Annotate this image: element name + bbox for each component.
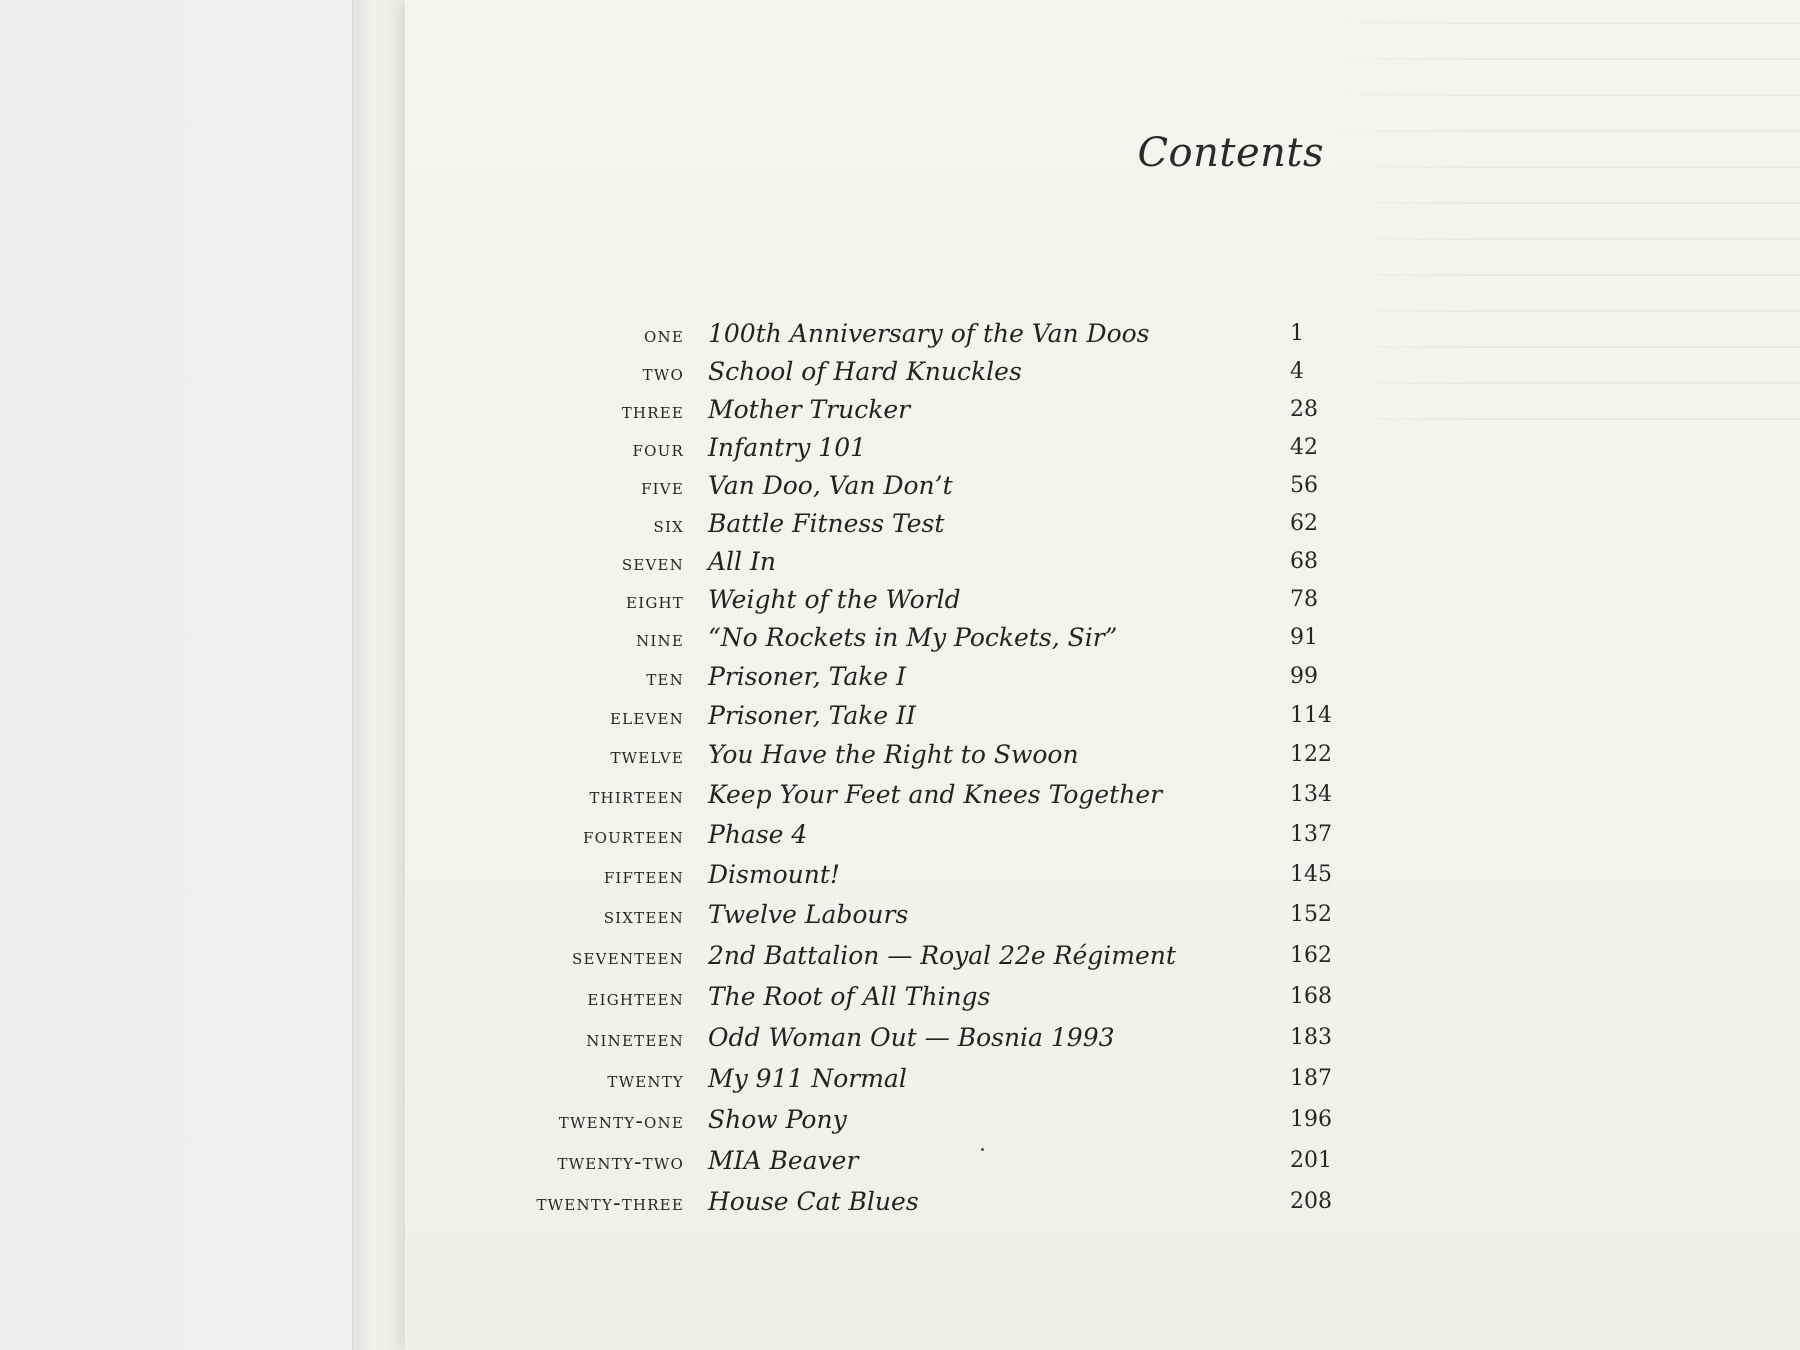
page-number: 122 [1290,742,1332,767]
chapter-number: one [644,323,684,348]
page-number: 1 [1290,321,1304,346]
page-number: 201 [1290,1148,1332,1173]
chapter-number: twenty-two [557,1150,684,1175]
chapter-number: three [621,399,684,424]
contents-heading: Contents [1137,130,1324,176]
page-number: 134 [1290,782,1332,807]
chapter-title: Battle Fitness Test [708,509,945,538]
chapter-number: four [632,437,684,462]
chapter-title: School of Hard Knuckles [708,357,1022,386]
chapter-title: Odd Woman Out — Bosnia 1993 [708,1023,1115,1052]
chapter-title: Keep Your Feet and Knees Together [708,780,1163,809]
toc-entry [0,813,1800,849]
chapter-title: Show Pony [708,1105,847,1134]
chapter-number: thirteen [589,784,684,809]
toc-entry [0,934,1800,970]
chapter-title: You Have the Right to Swoon [708,740,1079,769]
toc-entry [0,350,1800,386]
toc-entry [0,773,1800,809]
page-number: 168 [1290,984,1332,1009]
chapter-title: Twelve Labours [708,900,909,929]
chapter-number: fifteen [603,864,684,889]
toc-entry [0,502,1800,538]
chapter-number: ten [646,666,684,691]
chapter-title: Van Doo, Van Don’t [708,471,953,500]
page-number: 196 [1290,1107,1332,1132]
page-number: 162 [1290,943,1332,968]
chapter-title: All In [708,547,776,576]
chapter-title: House Cat Blues [708,1187,919,1216]
chapter-number: fourteen [582,824,684,849]
toc-entry [0,578,1800,614]
toc-entry [0,893,1800,929]
chapter-number: seven [621,551,684,576]
chapter-number: seventeen [572,945,684,970]
chapter-number: eleven [610,705,684,730]
toc-entry [0,1016,1800,1052]
chapter-title: Dismount! [708,860,840,889]
toc-entry [0,426,1800,462]
toc-entry [0,616,1800,652]
toc-entry [0,312,1800,348]
paper-speck [981,1148,984,1151]
page-number: 208 [1290,1189,1332,1214]
chapter-title: The Root of All Things [708,982,991,1011]
chapter-number: nine [636,627,684,652]
chapter-title: My 911 Normal [708,1064,907,1093]
chapter-number: nineteen [586,1027,684,1052]
chapter-number: twenty-one [558,1109,684,1134]
page-number: 28 [1290,397,1318,422]
chapter-title: “No Rockets in My Pockets, Sir” [708,623,1118,652]
toc-entry [0,733,1800,769]
chapter-title: Weight of the World [708,585,961,614]
toc-entry [0,975,1800,1011]
page-number: 183 [1290,1025,1332,1050]
toc-entry [0,1180,1800,1216]
chapter-number: six [653,513,684,538]
toc-entry [0,1139,1800,1175]
chapter-number: five [641,475,684,500]
page-number: 152 [1290,902,1332,927]
chapter-title: 2nd Battalion — Royal 22e Régiment [708,941,1176,970]
toc-entry [0,388,1800,424]
chapter-title: Mother Trucker [708,395,911,424]
page-number: 99 [1290,664,1318,689]
page-number: 187 [1290,1066,1332,1091]
page-number: 56 [1290,473,1318,498]
chapter-title: Infantry 101 [708,433,867,462]
page-number: 91 [1290,625,1318,650]
toc-entry [0,1057,1800,1093]
toc-entry [0,540,1800,576]
page-number: 4 [1290,359,1304,384]
chapter-number: twenty [607,1068,684,1093]
chapter-title: Phase 4 [708,820,808,849]
toc-entry [0,853,1800,889]
chapter-number: two [642,361,684,386]
chapter-number: twelve [610,744,684,769]
toc-entry [0,655,1800,691]
page-number: 42 [1290,435,1318,460]
page-number: 62 [1290,511,1318,536]
toc-entry [0,1098,1800,1134]
chapter-number: eighteen [587,986,684,1011]
chapter-title: Prisoner, Take II [708,701,916,730]
page-number: 78 [1290,587,1318,612]
chapter-title: MIA Beaver [708,1146,859,1175]
page-number: 137 [1290,822,1332,847]
toc-entry [0,694,1800,730]
chapter-title: 100th Anniversary of the Van Doos [708,319,1150,348]
chapter-number: twenty-three [536,1191,684,1216]
chapter-number: sixteen [603,904,684,929]
page-number: 145 [1290,862,1332,887]
chapter-number: eight [626,589,684,614]
page-number: 68 [1290,549,1318,574]
page-number: 114 [1290,703,1332,728]
toc-entry [0,464,1800,500]
chapter-title: Prisoner, Take I [708,662,907,691]
